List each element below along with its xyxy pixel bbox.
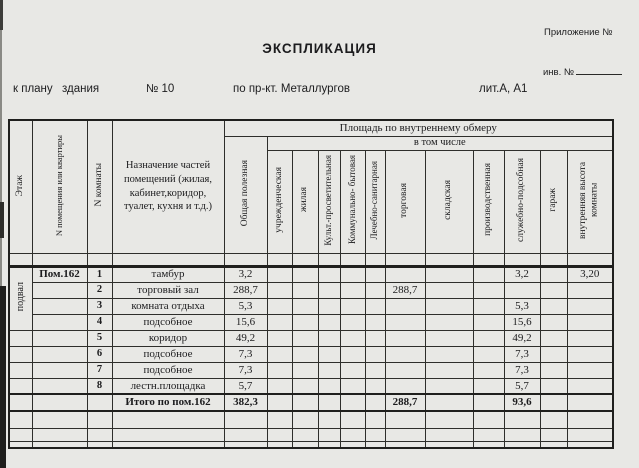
cell-floor (9, 346, 32, 362)
col-header-premise-number-label: N помещения или квартиры (54, 134, 65, 236)
col-header-garage-label: гараж (547, 188, 558, 212)
cell-komm (340, 266, 365, 282)
cell-kult (318, 394, 340, 411)
empty-cell (340, 441, 365, 448)
cell-garazh (540, 266, 567, 282)
cell-komm (340, 282, 365, 298)
cell-floor (9, 362, 32, 378)
empty-cell (340, 411, 365, 428)
cell-height (567, 346, 613, 362)
cell-torg (385, 330, 425, 346)
empty-cell (540, 428, 567, 441)
empty-cell (112, 428, 224, 441)
empty-cell (473, 441, 504, 448)
cell-sluzh: 3,2 (504, 266, 540, 282)
cell-sluzh: 7,3 (504, 362, 540, 378)
cell-total: 5,7 (224, 378, 267, 394)
empty-cell (224, 428, 267, 441)
empty-cell (267, 441, 292, 448)
empty-cell (473, 411, 504, 428)
empty-cell (504, 253, 540, 266)
empty-cell (267, 411, 292, 428)
cell-zhil (292, 314, 318, 330)
col-header-total-useful (224, 136, 267, 253)
totals-row (9, 394, 613, 411)
cell-floor (9, 330, 32, 346)
cell-room-number: 2 (87, 282, 112, 298)
empty-cell (365, 441, 385, 448)
col-header-medical-label: Лечебно-санитарная (369, 160, 380, 240)
cell-sklad (425, 378, 473, 394)
cell-room-number: 3 (87, 298, 112, 314)
col-header-trade (385, 150, 425, 253)
plan-line-address: по пр-кт. Металлургов (233, 83, 350, 95)
inventory-number-label (543, 64, 622, 78)
cell-proizv (473, 362, 504, 378)
cell-uchr (267, 378, 292, 394)
cell-total: 5,3 (224, 298, 267, 314)
table-row (9, 378, 613, 394)
col-header-garage (540, 150, 567, 253)
cell-uchr (267, 362, 292, 378)
cell-premise-number: Пом.162 (32, 266, 87, 282)
col-header-room-height-label: внутренняя высота комнаты (578, 161, 600, 239)
cell-zhil (292, 362, 318, 378)
empty-cell (473, 253, 504, 266)
col-header-including: в том числе (267, 136, 613, 150)
col-header-purpose: Назначение частей помещений (жилая, кабинет,коридор, туалет, кухня и т.д.) (112, 120, 224, 253)
cell-proizv (473, 314, 504, 330)
cell-proizv (473, 298, 504, 314)
cell-zhil (292, 298, 318, 314)
cell-komm (340, 362, 365, 378)
cell-sklad (425, 330, 473, 346)
cell-total: 3,2 (224, 266, 267, 282)
empty-cell (318, 428, 340, 441)
cell-garazh (540, 314, 567, 330)
cell-sluzh: 15,6 (504, 314, 540, 330)
col-header-industrial-label: производственная (482, 163, 493, 237)
cell-lech (365, 266, 385, 282)
cell-garazh (540, 298, 567, 314)
cell-proizv (473, 346, 504, 362)
cell-height (567, 298, 613, 314)
scan-edge-artifact (0, 0, 3, 30)
cell-premise-number (32, 314, 87, 330)
cell-height (567, 362, 613, 378)
empty-cell (540, 253, 567, 266)
empty-cell (9, 411, 32, 428)
plan-line-to-plan: к плану (13, 83, 53, 95)
empty-cell (9, 253, 32, 266)
cell-height (567, 330, 613, 346)
cell-sluzh: 5,7 (504, 378, 540, 394)
col-header-communal (340, 150, 365, 253)
totals-label: Итого по пом.162 (112, 394, 224, 411)
cell-garazh (540, 346, 567, 362)
inv-label-text: инв. № (543, 67, 575, 78)
empty-cell (473, 428, 504, 441)
cell-room-name: подсобное (112, 346, 224, 362)
table-row (9, 330, 613, 346)
cell-zhil (292, 346, 318, 362)
col-header-total-useful-label: Общая полезная (239, 159, 250, 227)
cell-kult (318, 314, 340, 330)
cell-torg (385, 346, 425, 362)
empty-cell (385, 411, 425, 428)
empty-cell (292, 253, 318, 266)
empty-cell (567, 441, 613, 448)
empty-cell (385, 253, 425, 266)
cell-torg (385, 298, 425, 314)
cell-komm (340, 394, 365, 411)
cell-lech (365, 282, 385, 298)
cell-room-number: 1 (87, 266, 112, 282)
cell-garazh (540, 394, 567, 411)
empty-cell (425, 411, 473, 428)
empty-cell (504, 411, 540, 428)
empty-cell (365, 428, 385, 441)
empty-cell (267, 428, 292, 441)
table-row (9, 346, 613, 362)
cell-total: 49,2 (224, 330, 267, 346)
plan-line-building: здания (62, 83, 100, 95)
empty-cell (87, 411, 112, 428)
cell-sklad (425, 346, 473, 362)
cell-room-number (87, 394, 112, 411)
page-title: ЭКСПЛИКАЦИЯ (262, 41, 377, 56)
col-header-institutional-label: учрежденческая (273, 167, 284, 233)
empty-cell (112, 411, 224, 428)
cell-total: 382,3 (224, 394, 267, 411)
cell-komm (340, 314, 365, 330)
empty-cell (224, 441, 267, 448)
cell-garazh (540, 330, 567, 346)
cell-garazh (540, 282, 567, 298)
cell-room-number: 6 (87, 346, 112, 362)
empty-cell (567, 428, 613, 441)
col-header-institutional (267, 150, 292, 253)
empty-cell (567, 411, 613, 428)
cell-total: 288,7 (224, 282, 267, 298)
col-header-warehouse-label: складская (443, 180, 454, 220)
col-header-service (504, 150, 540, 253)
cell-sluzh (504, 282, 540, 298)
empty-cell (267, 253, 292, 266)
cell-uchr (267, 346, 292, 362)
empty-cell (425, 441, 473, 448)
cell-kult (318, 298, 340, 314)
cell-height: 3,20 (567, 266, 613, 282)
col-header-floor (9, 120, 32, 253)
empty-cell (340, 428, 365, 441)
cell-sklad (425, 266, 473, 282)
cell-sluzh: 7,3 (504, 346, 540, 362)
cell-zhil (292, 394, 318, 411)
cell-sluzh: 49,2 (504, 330, 540, 346)
cell-kult (318, 362, 340, 378)
empty-cell (224, 253, 267, 266)
cell-room-number: 5 (87, 330, 112, 346)
col-header-industrial (473, 150, 504, 253)
empty-cell (87, 441, 112, 448)
cell-room-name: подсобное (112, 314, 224, 330)
empty-cell (87, 253, 112, 266)
cell-premise-number (32, 298, 87, 314)
col-header-floor-label: Этаж (14, 174, 25, 196)
empty-cell (292, 441, 318, 448)
table-row (9, 314, 613, 330)
cell-premise-number (32, 330, 87, 346)
table-row (9, 282, 613, 298)
col-header-residential-label: жилая (299, 187, 310, 213)
empty-cell (292, 411, 318, 428)
cell-torg: 288,7 (385, 282, 425, 298)
cell-total: 7,3 (224, 362, 267, 378)
empty-cell (318, 253, 340, 266)
cell-kult (318, 346, 340, 362)
col-header-premise-number (32, 120, 87, 253)
cell-sluzh: 93,6 (504, 394, 540, 411)
empty-cell (112, 253, 224, 266)
empty-cell (32, 253, 87, 266)
cell-torg (385, 378, 425, 394)
floor-name-vertical-label: подвал (14, 282, 26, 312)
cell-sklad (425, 394, 473, 411)
cell-premise-number (32, 362, 87, 378)
cell-sklad (425, 314, 473, 330)
cell-lech (365, 314, 385, 330)
col-header-service-label: служебно-подсобная (516, 157, 527, 242)
cell-kult (318, 378, 340, 394)
cell-proizv (473, 282, 504, 298)
cell-proizv (473, 394, 504, 411)
cell-zhil (292, 330, 318, 346)
cell-torg: 288,7 (385, 394, 425, 411)
cell-proizv (473, 330, 504, 346)
cell-premise-number (32, 378, 87, 394)
empty-cell (32, 441, 87, 448)
col-header-room-number (87, 120, 112, 253)
col-header-cultural-label: Культ.-просветительная (323, 154, 334, 246)
cell-room-number: 4 (87, 314, 112, 330)
cell-zhil (292, 378, 318, 394)
empty-cell (318, 411, 340, 428)
explication-table (8, 119, 614, 449)
cell-komm (340, 378, 365, 394)
cell-room-number: 8 (87, 378, 112, 394)
cell-sluzh: 5,3 (504, 298, 540, 314)
table-header-section (9, 120, 613, 253)
cell-premise-number (32, 282, 87, 298)
col-header-residential (292, 150, 318, 253)
cell-uchr (267, 394, 292, 411)
cell-room-name: лестн.площадка (112, 378, 224, 394)
empty-cell (504, 428, 540, 441)
empty-cell (540, 411, 567, 428)
cell-kult (318, 330, 340, 346)
cell-total: 7,3 (224, 346, 267, 362)
table-row (9, 266, 613, 282)
cell-torg (385, 266, 425, 282)
cell-uchr (267, 314, 292, 330)
cell-garazh (540, 362, 567, 378)
cell-total: 15,6 (224, 314, 267, 330)
cell-proizv (473, 266, 504, 282)
cell-floor (9, 266, 32, 330)
cell-kult (318, 282, 340, 298)
table-data-section (9, 253, 613, 448)
cell-lech (365, 346, 385, 362)
empty-cell (385, 441, 425, 448)
col-header-cultural (318, 150, 340, 253)
cell-lech (365, 298, 385, 314)
cell-room-number: 7 (87, 362, 112, 378)
col-header-communal-label: Коммунально- бытовая (346, 155, 357, 245)
cell-height (567, 378, 613, 394)
scan-edge-artifact (0, 286, 6, 468)
empty-cell (32, 411, 87, 428)
cell-lech (365, 362, 385, 378)
cell-komm (340, 346, 365, 362)
table-row (9, 362, 613, 378)
blank-row-partial (9, 441, 613, 448)
empty-cell (425, 428, 473, 441)
empty-cell (567, 253, 613, 266)
cell-room-name: коридор (112, 330, 224, 346)
empty-cell (9, 441, 32, 448)
cell-uchr (267, 298, 292, 314)
appendix-label: Приложение № (544, 27, 613, 38)
cell-floor (9, 378, 32, 394)
inv-number-blank-line (576, 64, 622, 75)
empty-cell (365, 411, 385, 428)
empty-cell (540, 441, 567, 448)
cell-uchr (267, 330, 292, 346)
cell-sklad (425, 282, 473, 298)
empty-cell (318, 441, 340, 448)
plan-line-building-number: № 10 (146, 83, 175, 95)
cell-height (567, 282, 613, 298)
cell-garazh (540, 378, 567, 394)
empty-cell (87, 428, 112, 441)
empty-cell (32, 428, 87, 441)
cell-room-name: комната отдыха (112, 298, 224, 314)
cell-uchr (267, 266, 292, 282)
cell-proizv (473, 378, 504, 394)
cell-zhil (292, 282, 318, 298)
cell-uchr (267, 282, 292, 298)
col-header-medical (365, 150, 385, 253)
col-header-warehouse (425, 150, 473, 253)
empty-cell (365, 253, 385, 266)
col-header-room-number-label: N комнаты (93, 163, 104, 207)
empty-cell (425, 253, 473, 266)
cell-floor (9, 394, 32, 411)
cell-komm (340, 330, 365, 346)
cell-room-name: тамбур (112, 266, 224, 282)
cell-lech (365, 330, 385, 346)
col-header-trade-label: торговая (399, 182, 410, 218)
cell-torg (385, 362, 425, 378)
blank-row (9, 428, 613, 441)
cell-zhil (292, 266, 318, 282)
cell-premise-number (32, 394, 87, 411)
empty-cell (224, 411, 267, 428)
empty-cell (340, 253, 365, 266)
cell-sklad (425, 362, 473, 378)
empty-cell (385, 428, 425, 441)
cell-sklad (425, 298, 473, 314)
col-header-area-span: Площадь по внутреннему обмеру (224, 120, 613, 136)
table-row (9, 298, 613, 314)
blank-row (9, 411, 613, 428)
cell-lech (365, 394, 385, 411)
cell-height (567, 394, 613, 411)
empty-cell (504, 441, 540, 448)
cell-height (567, 314, 613, 330)
cell-kult (318, 266, 340, 282)
cell-lech (365, 378, 385, 394)
scan-edge-artifact (0, 202, 4, 238)
cell-room-name: торговый зал (112, 282, 224, 298)
empty-cell (292, 428, 318, 441)
cell-torg (385, 314, 425, 330)
col-header-room-height (567, 150, 613, 253)
empty-cell (9, 428, 32, 441)
empty-cell (112, 441, 224, 448)
cell-room-name: подсобное (112, 362, 224, 378)
spacer-row (9, 253, 613, 266)
cell-premise-number (32, 346, 87, 362)
plan-line-liter: лит.А, А1 (479, 83, 528, 95)
cell-komm (340, 298, 365, 314)
